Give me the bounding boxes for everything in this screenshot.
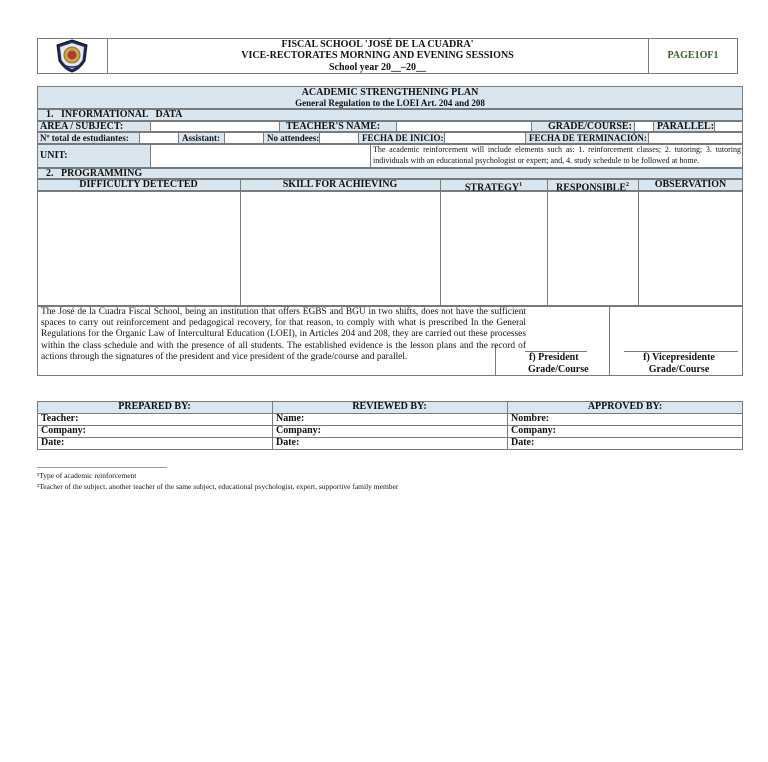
- evidence-paragraph: The José de la Cuadra Fiscal School, being an institution that offers EGBS and BGU in two shifts, does not have the sufficient spaces to carry out reinforcement and pedagogical recovery, for that reason, to comply with what is prescribed In the General Regulations for the Organic Law of Intercultural Education (LOEI), in Articles 204 and 208, they are carried out these processes within the class schedule and with the presence of all students. The established evidence is the lesson plans and the record of actions through the signatures of the president and vice president of the grade/course and parallel.: [41, 307, 526, 362]
- reviewed-date-label: Date:: [276, 437, 300, 448]
- plan-title: ACADEMIC STRENGTHENING PLAN: [301, 87, 479, 98]
- fecha-inicio-label: FECHA DE INICIO:: [362, 133, 444, 143]
- reviewed-company-label: Company:: [276, 425, 322, 436]
- assistant-label: Assistant:: [182, 133, 221, 143]
- approved-date-label: Date:: [511, 437, 535, 448]
- page-number: PAGE1OF1: [667, 50, 719, 61]
- section1-title: 1. INFORMATIONAL DATA: [46, 109, 183, 120]
- prepared-company-label: Company:: [41, 425, 87, 436]
- section2-title: 2. PROGRAMMING: [46, 168, 143, 179]
- footnote-1: ¹Type of academic reinforcement: [37, 471, 137, 480]
- parallel-label: PARALLEL:: [657, 121, 715, 132]
- unit-label: UNIT:: [40, 150, 68, 161]
- vicepresident-label: f) Vicepresidente: [643, 352, 715, 363]
- footnote-separator: [37, 467, 167, 468]
- plan-subtitle: General Regulation to the LOEI Art. 204 and 208: [295, 98, 485, 108]
- total-students-label: Nº total de estudiantes:: [40, 133, 129, 143]
- col-responsible: RESPONSIBLE$^2$: [555, 182, 630, 194]
- school-year: School year 20__–20__: [328, 62, 427, 73]
- president-label: f) President: [529, 352, 579, 363]
- col-strategy: STRATEGY$^1$: [464, 182, 523, 194]
- prepared-teacher-label: Teacher:: [41, 413, 79, 424]
- approved-company-label: Company:: [511, 425, 557, 436]
- prepared-date-label: Date:: [41, 437, 65, 448]
- reinforcement-note: The academic reinforcement will include elements such as: 1. reinforcement classes; 2. tutoring; 3. tutoring individuals with an educational psychologist or expert; and, 4. study schedule to be followed at home.: [373, 145, 741, 165]
- col-difficulty-detected: DIFFICULTY DETECTED: [79, 179, 198, 190]
- grade-course-label: GRADE/COURSE:: [548, 121, 632, 132]
- approved-name-label: Nombre:: [511, 413, 550, 424]
- section2-header: [37, 168, 743, 179]
- reviewed-by-header: REVIEWED BY:: [352, 401, 427, 412]
- area-subject-label: AREA / SUBJECT:: [40, 121, 124, 132]
- reviewed-name-label: Name:: [276, 413, 305, 424]
- no-attendees-label: No attendees:: [267, 133, 320, 143]
- col-observation: OBSERVATION: [654, 179, 727, 190]
- teachers-name-label: TEACHER'S NAME:: [286, 121, 381, 132]
- footnote-2: ²Teacher of the subject, another teacher of the same subject, educational psychologist, expert, supportive family member: [37, 482, 399, 491]
- school-name: FISCAL SCHOOL 'JOSÉ DE LA CUADRA': [281, 39, 474, 50]
- vicepresident-sub: Grade/Course: [648, 364, 710, 375]
- approved-by-header: APPROVED BY:: [587, 401, 663, 412]
- fecha-terminacion-label: FECHA DE TERMINACIÓN:: [529, 133, 647, 143]
- prepared-by-header: PREPARED BY:: [118, 401, 191, 412]
- col-skill-for-achieving: SKILL FOR ACHIEVING: [282, 179, 398, 190]
- president-sub: Grade/Course: [528, 364, 589, 375]
- school-seal-logo: [54, 39, 90, 73]
- vice-rectorates-title: VICE-RECTORATES MORNING AND EVENING SESSIONS: [241, 50, 514, 61]
